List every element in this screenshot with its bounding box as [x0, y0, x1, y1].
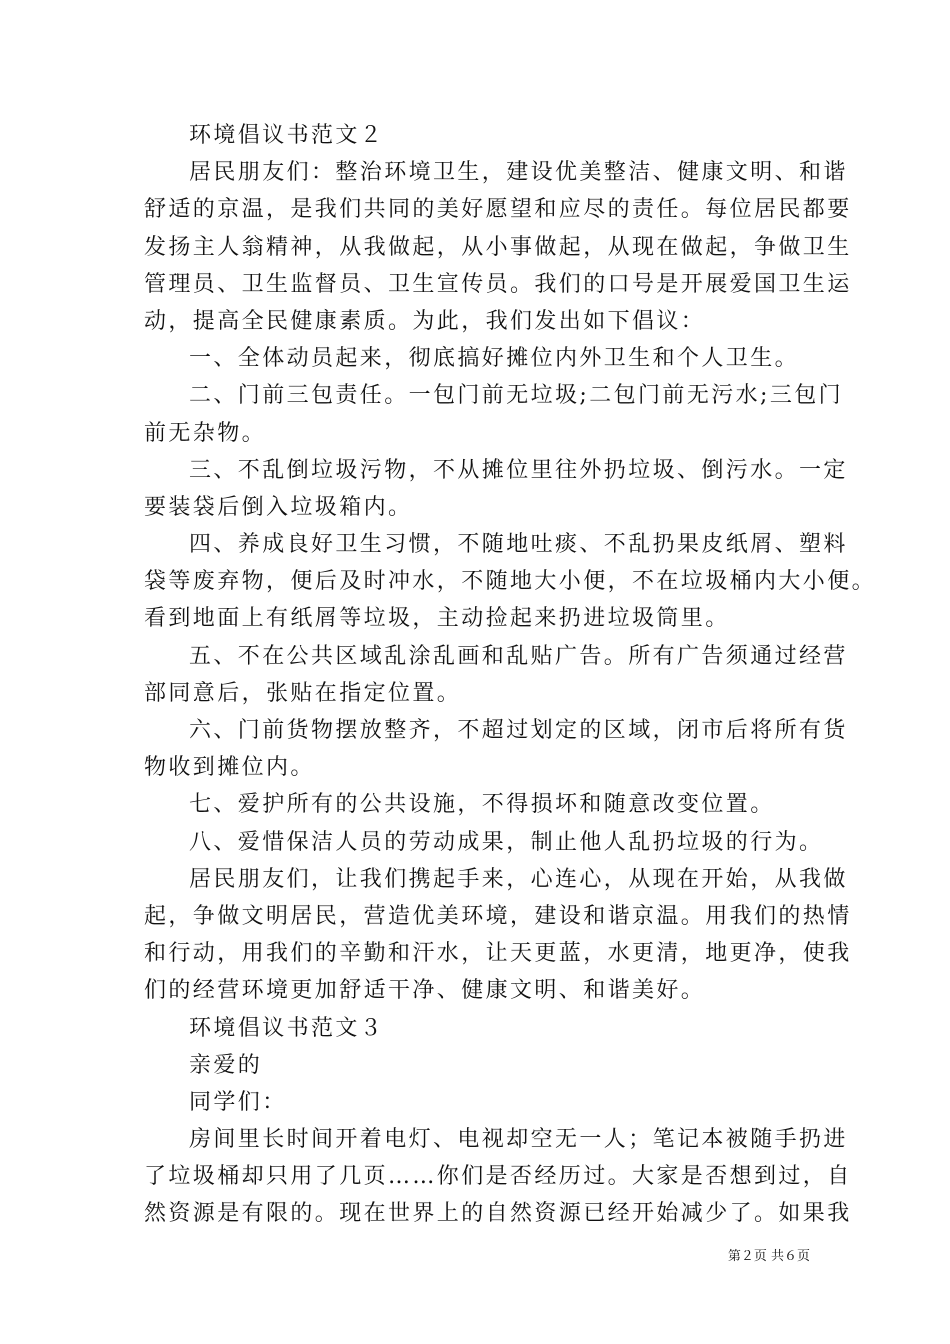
document-body [144, 117, 877, 1233]
list-item-line: 三、不乱倒垃圾污物，不从摊位里往外扔垃圾、倒污水。一定 [189, 457, 848, 483]
paragraph-line: 房间里长时间开着电灯、电视却空无一人；笔记本被随手扔进 [189, 1127, 848, 1153]
list-item-line: 六、门前货物摆放整齐，不超过划定的区域，闭市后将所有货 [189, 718, 848, 743]
salutation-line: 同学们： [189, 1089, 287, 1115]
paragraph-line: 起，争做文明居民，营造优美环境，建设和谐京温。用我们的热情 [144, 903, 852, 929]
list-item-line: 二、门前三包责任。一包门前无垃圾;二包门前无污水;三包门 [189, 383, 844, 409]
list-item-line: 一、全体动员起来，彻底搞好摊位内外卫生和个人卫生。 [189, 346, 800, 372]
section-heading: 环境倡议书范文３ [189, 1015, 385, 1041]
list-item-line: 袋等废弃物，便后及时冲水，不随地大小便，不在垃圾桶内大小便。 [144, 569, 877, 595]
list-item-line: 七、爱护所有的公共设施，不得损坏和随意改变位置。 [189, 792, 775, 818]
paragraph-line: 发扬主人翁精神，从我做起，从小事做起，从现在做起，争做卫生 [144, 234, 852, 260]
paragraph-line: 居民朋友们，让我们携起手来，心连心，从现在开始，从我做 [189, 866, 848, 892]
paragraph-line: 了垃圾桶却只用了几页……你们是否经历过。大家是否想到过，自 [144, 1164, 852, 1190]
list-item-line: 八、爱惜保洁人员的劳动成果，制止他人乱扔垃圾的行为。 [189, 829, 824, 855]
paragraph-line: 管理员、卫生监督员、卫生宣传员。我们的口号是开展爱国卫生运 [144, 271, 852, 297]
list-item-line: 看到地面上有纸屑等垃圾，主动捡起来扔进垃圾筒里。 [144, 606, 730, 632]
list-item-line: 五、不在公共区域乱涂乱画和乱贴广告。所有广告须通过经营 [189, 643, 848, 669]
section-heading: 环境倡议书范文２ [189, 123, 385, 148]
paragraph-line: 动，提高全民健康素质。为此，我们发出如下倡议： [144, 308, 706, 334]
list-item-line: 四、养成良好卫生习惯，不随地吐痰、不乱扔果皮纸屑、塑料 [189, 532, 848, 558]
list-item-line: 部同意后，张贴在指定位置。 [144, 680, 462, 706]
list-item-line: 要装袋后倒入垃圾箱内。 [144, 494, 413, 520]
list-item-line: 物收到摊位内。 [144, 755, 315, 781]
salutation-line: 亲爱的 [189, 1052, 263, 1078]
paragraph-line: 居民朋友们：整治环境卫生，建设优美整洁、健康文明、和谐 [189, 160, 848, 186]
paragraph-line: 然资源是有限的。现在世界上的自然资源已经开始减少了。如果我 [144, 1201, 852, 1227]
paragraph-line: 们的经营环境更加舒适干净、健康文明、和谐美好。 [144, 978, 706, 1004]
list-item-line: 前无杂物。 [144, 420, 267, 446]
paragraph-line: 舒适的京温，是我们共同的美好愿望和应尽的责任。每位居民都要 [144, 197, 852, 223]
paragraph-line: 和行动，用我们的辛勤和汗水，让天更蓝，水更清，地更净，使我 [144, 941, 852, 967]
page-number: 第２页 共６页 [727, 1249, 810, 1264]
